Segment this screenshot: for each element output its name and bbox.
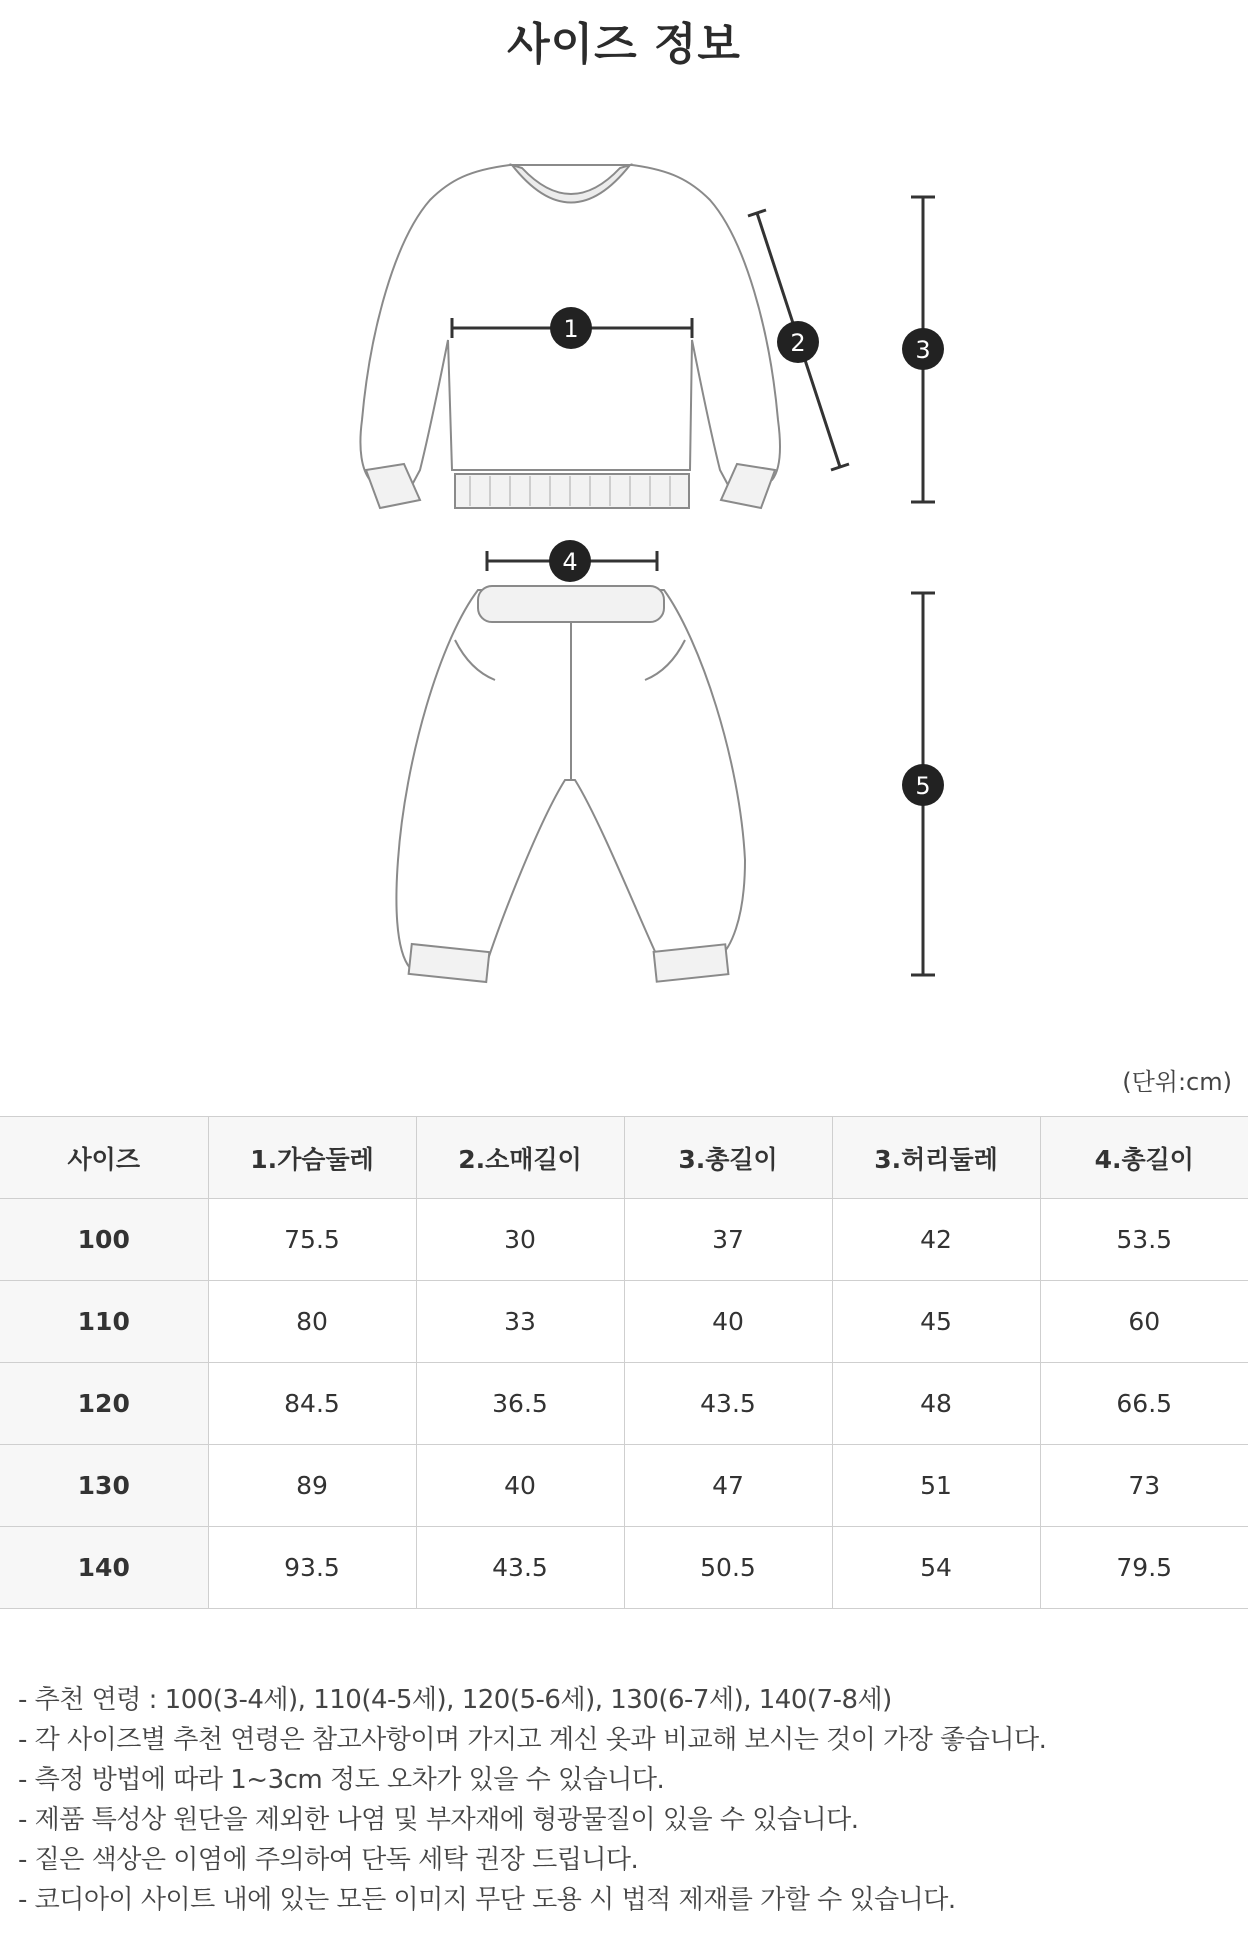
header-pants-length: 4.총길이	[1040, 1117, 1248, 1199]
table-row	[0, 1445, 1248, 1527]
unit-label: (단위:cm)	[1122, 1068, 1232, 1096]
table-cell: 43.5	[624, 1363, 832, 1445]
table-cell: 79.5	[1040, 1527, 1248, 1609]
header-size: 사이즈	[0, 1117, 208, 1199]
table-cell: 53.5	[1040, 1199, 1248, 1281]
table-cell: 40	[624, 1281, 832, 1363]
note-item: - 추천 연령 : 100(3-4세), 110(4-5세), 120(5-6세), 130(6-7세), 140(7-8세)	[18, 1685, 892, 1715]
marker-5	[902, 764, 944, 806]
header-sleeve: 2.소매길이	[416, 1117, 624, 1199]
marker-4	[549, 540, 591, 582]
marker-1	[550, 307, 592, 349]
table-cell: 50.5	[624, 1527, 832, 1609]
note-item: - 짙은 색상은 이염에 주의하여 단독 세탁 권장 드립니다.	[18, 1845, 639, 1875]
svg-text:2: 2	[790, 329, 806, 357]
table-row	[0, 1281, 1248, 1363]
note-item: - 제품 특성상 원단을 제외한 나염 및 부자재에 형광물질이 있을 수 있습니다.	[18, 1805, 859, 1835]
page-title: 사이즈 정보	[507, 19, 741, 70]
size-diagram	[0, 140, 1248, 1020]
pants-illustration	[396, 586, 745, 982]
size-cell: 140	[0, 1527, 208, 1609]
size-cell: 100	[0, 1199, 208, 1281]
svg-text:4: 4	[562, 548, 578, 576]
table-cell: 80	[208, 1281, 416, 1363]
header-waist: 3.허리둘레	[832, 1117, 1040, 1199]
marker-3	[902, 328, 944, 370]
table-cell: 48	[832, 1363, 1040, 1445]
table-cell: 43.5	[416, 1527, 624, 1609]
table-cell: 47	[624, 1445, 832, 1527]
marker-2	[777, 321, 819, 363]
table-cell: 30	[416, 1199, 624, 1281]
notes-list	[18, 1680, 1046, 1920]
svg-text:3: 3	[915, 336, 931, 364]
size-table	[0, 1116, 1248, 1609]
table-cell: 73	[1040, 1445, 1248, 1527]
header-chest: 1.가슴둘레	[208, 1117, 416, 1199]
size-cell: 110	[0, 1281, 208, 1363]
note-item: - 각 사이즈별 추천 연령은 참고사항이며 가지고 계신 옷과 비교해 보시는 것이 가장 좋습니다.	[18, 1725, 1047, 1755]
table-row	[0, 1199, 1248, 1281]
table-cell: 75.5	[208, 1199, 416, 1281]
table-cell: 36.5	[416, 1363, 624, 1445]
size-cell: 120	[0, 1363, 208, 1445]
note-item: - 측정 방법에 따라 1~3cm 정도 오차가 있을 수 있습니다.	[18, 1765, 665, 1795]
table-cell: 84.5	[208, 1363, 416, 1445]
header-top-length: 3.총길이	[624, 1117, 832, 1199]
size-cell: 130	[0, 1445, 208, 1527]
table-cell: 33	[416, 1281, 624, 1363]
table-cell: 93.5	[208, 1527, 416, 1609]
note-item: - 코디아이 사이트 내에 있는 모든 이미지 무단 도용 시 법적 제재를 가할 수 있습니다.	[18, 1885, 956, 1915]
table-cell: 37	[624, 1199, 832, 1281]
table-cell: 51	[832, 1445, 1040, 1527]
table-cell: 40	[416, 1445, 624, 1527]
table-cell: 42	[832, 1199, 1040, 1281]
table-cell: 66.5	[1040, 1363, 1248, 1445]
svg-text:1: 1	[563, 315, 579, 343]
table-cell: 54	[832, 1527, 1040, 1609]
table-row	[0, 1527, 1248, 1609]
svg-text:5: 5	[915, 772, 931, 800]
table-row	[0, 1363, 1248, 1445]
table-cell: 45	[832, 1281, 1040, 1363]
table-header-row	[0, 1117, 1248, 1199]
table-cell: 60	[1040, 1281, 1248, 1363]
table-cell: 89	[208, 1445, 416, 1527]
